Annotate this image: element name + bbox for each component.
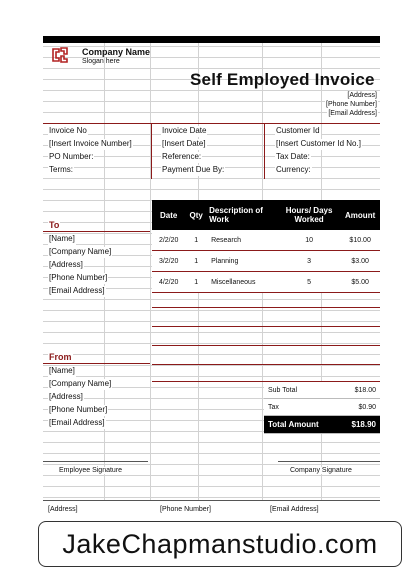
from-name[interactable]: [Name] <box>49 366 75 375</box>
row-hours[interactable]: 10 <box>278 230 340 251</box>
totals-block <box>264 382 380 434</box>
row-description[interactable]: Miscellaneous <box>207 272 278 293</box>
total-value: $18.90 <box>351 420 376 429</box>
subtotal-row <box>264 382 380 399</box>
company-address: [Address] <box>347 92 377 99</box>
row-qty[interactable]: 1 <box>185 272 207 293</box>
table-row <box>152 230 380 251</box>
tax-label: Tax <box>268 403 279 411</box>
to-email[interactable]: [Email Address] <box>49 286 105 295</box>
terms-label: Terms: <box>49 165 73 174</box>
invoice-date-label: Invoice Date <box>162 126 207 135</box>
to-rule <box>43 231 150 232</box>
blank-row-line <box>152 307 380 308</box>
col-date: Date <box>152 200 185 230</box>
row-amount[interactable]: $3.00 <box>340 251 380 272</box>
invoice-title: Self Employed Invoice <box>190 70 375 89</box>
header-separator <box>264 124 265 179</box>
customer-id-label: Customer Id <box>276 126 320 135</box>
reference-label: Reference: <box>162 152 202 161</box>
footer-phone: [Phone Number] <box>160 506 211 513</box>
company-phone: [Phone Number] <box>326 101 377 108</box>
col-amount: Amount <box>340 200 380 230</box>
to-address[interactable]: [Address] <box>49 260 83 269</box>
company-name: Company Name <box>82 47 151 57</box>
currency-label: Currency: <box>276 165 311 174</box>
row-qty[interactable]: 1 <box>185 230 207 251</box>
items-header-row <box>152 200 380 230</box>
blank-row-line <box>152 364 380 365</box>
invoice-no-label: Invoice No <box>49 126 87 135</box>
from-phone[interactable]: [Phone Number] <box>49 405 108 414</box>
row-hours[interactable]: 3 <box>278 251 340 272</box>
po-number-label: PO Number: <box>49 152 94 161</box>
employee-signature-label: Employee Signature <box>59 467 123 474</box>
blank-row-line <box>152 345 380 346</box>
col-hours: Hours/ Days Worked <box>278 200 340 230</box>
row-amount[interactable]: $10.00 <box>340 230 380 251</box>
from-email[interactable]: [Email Address] <box>49 418 105 427</box>
subtotal-value: $18.00 <box>354 386 376 394</box>
row-date[interactable]: 2/2/20 <box>152 230 185 251</box>
tax-row <box>264 399 380 416</box>
row-description[interactable]: Research <box>207 230 278 251</box>
company-slogan: Slogan here <box>82 58 120 65</box>
from-company[interactable]: [Company Name] <box>49 379 112 388</box>
to-name[interactable]: [Name] <box>49 234 75 243</box>
blank-row-line <box>152 326 380 327</box>
to-label: To <box>49 220 60 230</box>
to-phone[interactable]: [Phone Number] <box>49 273 108 282</box>
row-hours[interactable]: 5 <box>278 272 340 293</box>
from-address[interactable]: [Address] <box>49 392 83 401</box>
row-date[interactable]: 4/2/20 <box>152 272 185 293</box>
col-qty: Qty <box>185 200 207 230</box>
row-description[interactable]: Planning <box>207 251 278 272</box>
invoice-date-value[interactable]: [Insert Date] <box>162 139 206 148</box>
watermark-banner: JakeChapmanstudio.com <box>38 521 402 567</box>
footer-address: [Address] <box>48 506 78 513</box>
company-email: [Email Address] <box>328 110 377 117</box>
payment-due-label: Payment Due By: <box>162 165 225 174</box>
header-separator <box>151 124 152 179</box>
company-signature-label: Company Signature <box>290 467 352 474</box>
top-bar <box>43 36 380 43</box>
footer <box>43 500 380 519</box>
table-row <box>152 251 380 272</box>
table-row <box>152 272 380 293</box>
invoice-no-value[interactable]: [Insert Invoice Number] <box>49 139 132 148</box>
row-date[interactable]: 3/2/20 <box>152 251 185 272</box>
row-amount[interactable]: $5.00 <box>340 272 380 293</box>
tax-date-label: Tax Date: <box>276 152 310 161</box>
total-row <box>264 416 380 434</box>
to-company[interactable]: [Company Name] <box>49 247 112 256</box>
subtotal-label: Sub Total <box>268 386 298 394</box>
items-table <box>152 200 380 293</box>
customer-id-value[interactable]: [Insert Customer Id No.] <box>276 139 361 148</box>
logo-icon <box>52 47 68 63</box>
company-signature-line <box>278 461 380 462</box>
tax-value: $0.90 <box>358 403 376 411</box>
total-label: Total Amount <box>268 420 319 429</box>
footer-email: [Email Address] <box>270 506 319 513</box>
employee-signature-line <box>43 461 148 462</box>
from-label: From <box>49 352 72 362</box>
row-qty[interactable]: 1 <box>185 251 207 272</box>
from-rule <box>43 363 150 364</box>
col-description: Description of Work <box>207 200 278 230</box>
header-top-rule <box>43 123 380 124</box>
